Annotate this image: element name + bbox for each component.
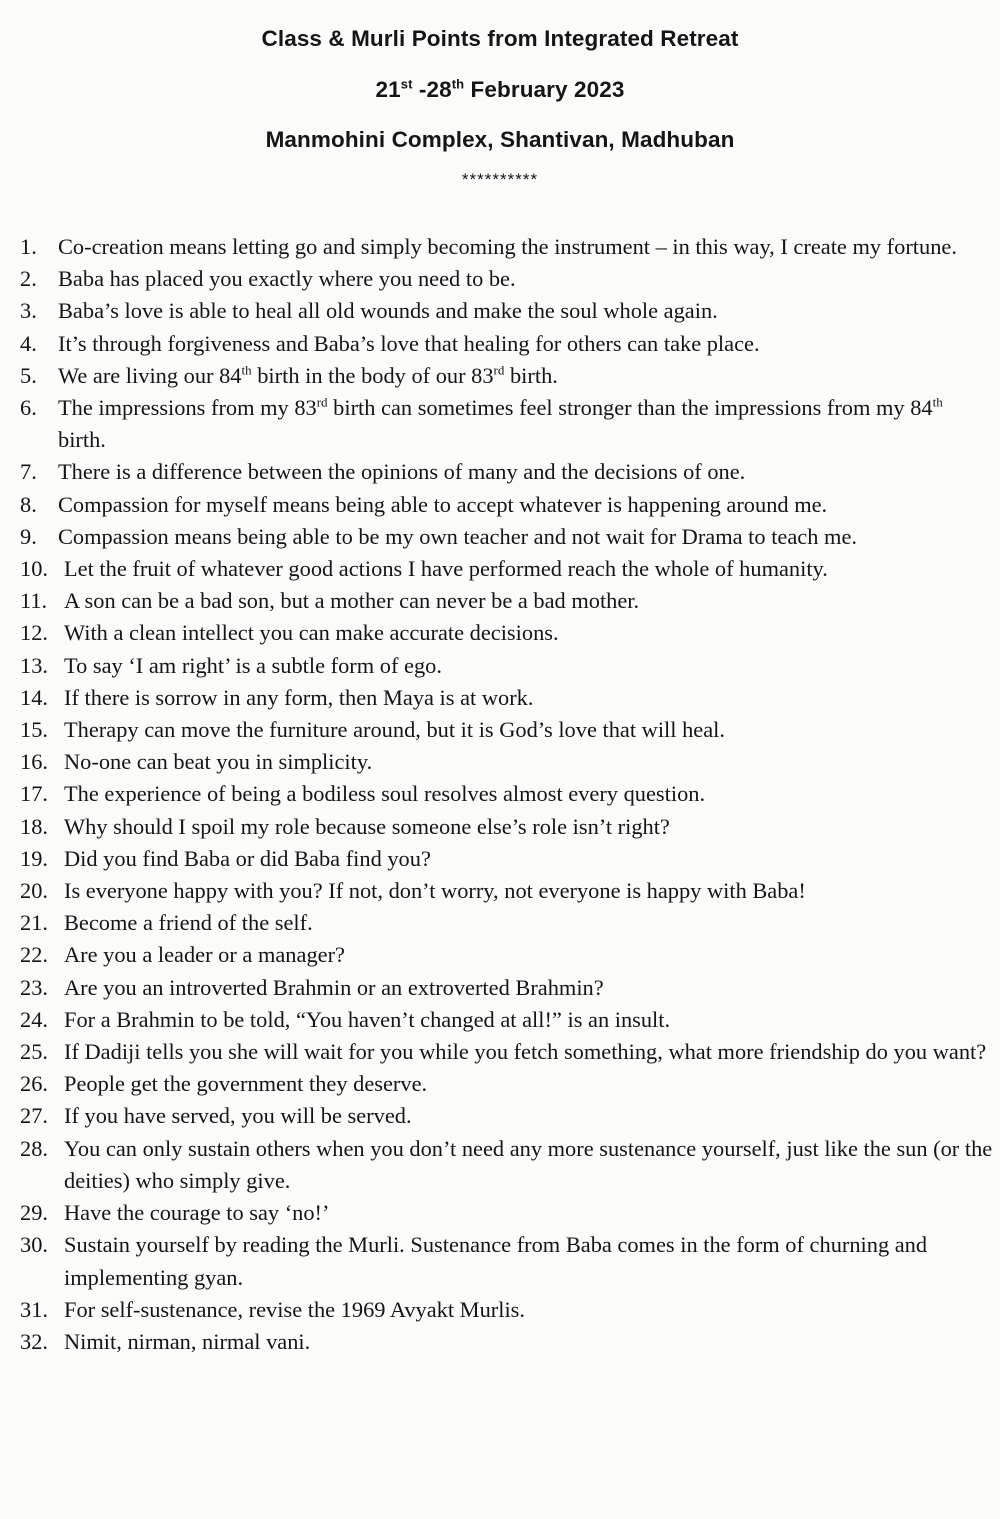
- item-text: Are you an introverted Brahmin or an extroverted Brahmin?: [64, 974, 604, 1000]
- text-part: birth.: [504, 362, 558, 388]
- item-text: For self-sustenance, revise the 1969 Avyakt Murlis.: [64, 1296, 525, 1322]
- item-number: 9.: [20, 523, 37, 549]
- item-text: Become a friend of the self.: [64, 910, 313, 936]
- item-text: Did you find Baba or did Baba find you?: [64, 845, 431, 871]
- dates-start: 21: [375, 76, 401, 102]
- item-number: 25.: [20, 1039, 48, 1065]
- text-part: birth.: [58, 427, 106, 453]
- list-item: [20, 231, 995, 263]
- dates-mid: -28: [412, 76, 452, 102]
- item-number: 30.: [20, 1232, 48, 1258]
- item-text: Are you a leader or a manager?: [64, 942, 345, 968]
- item-text: With a clean intellect you can make accurate decisions.: [64, 620, 559, 646]
- item-number: 13.: [20, 652, 48, 678]
- item-number: 12.: [20, 620, 48, 646]
- list-item: [20, 1197, 995, 1229]
- list-item: [20, 939, 995, 971]
- item-text: For a Brahmin to be told, “You haven’t changed at all!” is an insult.: [64, 1006, 671, 1032]
- list-item: [20, 1036, 995, 1068]
- item-number: 6.: [20, 395, 37, 421]
- item-text: [58, 392, 995, 456]
- list-item: [20, 1100, 995, 1132]
- list-item: [20, 553, 995, 585]
- item-number: 22.: [20, 942, 48, 968]
- list-item: [20, 714, 995, 746]
- list-item: [20, 875, 995, 907]
- item-number: 24.: [20, 1006, 48, 1032]
- retreat-location: Manmohini Complex, Shantivan, Madhuban: [265, 127, 735, 152]
- ordinal-suffix: th: [241, 362, 252, 378]
- list-item: [20, 392, 995, 456]
- item-number: 3.: [20, 298, 37, 324]
- item-text: A son can be a bad son, but a mother can never be a bad mother.: [64, 588, 640, 614]
- item-text: Is everyone happy with you? If not, don’t worry, not everyone is happy with Baba!: [64, 878, 806, 904]
- item-number: 18.: [20, 813, 48, 839]
- item-number: 11.: [20, 588, 48, 614]
- item-text: If Dadiji tells you she will wait for you while you fetch something, what more friendship do you want?: [64, 1039, 987, 1065]
- item-number: 28.: [20, 1135, 48, 1161]
- list-item: [20, 682, 995, 714]
- item-number: 31.: [20, 1296, 48, 1322]
- item-text: Compassion for myself means being able to accept whatever is happening around me.: [58, 491, 828, 517]
- document-header: [0, 0, 1000, 190]
- item-text: Why should I spoil my role because someone else’s role isn’t right?: [64, 813, 670, 839]
- list-item: [20, 778, 995, 810]
- item-text: People get the government they deserve.: [64, 1071, 428, 1097]
- list-item: [20, 1004, 995, 1036]
- item-text: No-one can beat you in simplicity.: [64, 749, 373, 775]
- list-item: [20, 456, 995, 488]
- document-title: Class & Murli Points from Integrated Retreat: [261, 26, 739, 51]
- separator-stars: **********: [461, 169, 539, 189]
- item-text: [58, 360, 995, 392]
- item-number: 17.: [20, 781, 48, 807]
- item-number: 29.: [20, 1200, 48, 1226]
- item-number: 20.: [20, 878, 48, 904]
- list-item: [20, 521, 995, 553]
- list-item: [20, 585, 995, 617]
- item-text: It’s through forgiveness and Baba’s love that healing for others can take place.: [58, 330, 760, 356]
- list-item: [20, 617, 995, 649]
- item-text: Therapy can move the furniture around, but it is God’s love that will heal.: [64, 717, 725, 743]
- list-item: [20, 1326, 995, 1358]
- item-text: To say ‘I am right’ is a subtle form of ego.: [64, 652, 442, 678]
- list-item: [20, 360, 995, 392]
- item-number: 27.: [20, 1103, 48, 1129]
- list-item: [20, 489, 995, 521]
- ordinal-suffix: th: [932, 394, 943, 410]
- item-text: There is a difference between the opinions of many and the decisions of one.: [58, 459, 746, 485]
- retreat-dates: [0, 76, 1000, 102]
- item-number: 26.: [20, 1071, 48, 1097]
- text-part: birth can sometimes feel stronger than the impressions from my 84: [327, 395, 933, 421]
- dates-start-suffix: st: [400, 76, 413, 91]
- item-number: 15.: [20, 717, 48, 743]
- list-item: [20, 650, 995, 682]
- dates-mid-suffix: th: [451, 76, 465, 91]
- item-text: Nimit, nirman, nirmal vani.: [64, 1328, 311, 1354]
- list-item: [20, 1229, 995, 1293]
- ordinal-suffix: rd: [493, 362, 505, 378]
- list-item: [20, 1294, 995, 1326]
- list-item: [20, 1068, 995, 1100]
- ordinal-suffix: rd: [316, 394, 328, 410]
- item-text: Have the courage to say ‘no!’: [64, 1200, 330, 1226]
- list-item: [20, 746, 995, 778]
- list-item: [20, 843, 995, 875]
- text-part: birth in the body of our 83: [251, 362, 494, 388]
- list-item: [20, 328, 995, 360]
- item-text: If you have served, you will be served.: [64, 1103, 412, 1129]
- item-number: 4.: [20, 330, 37, 356]
- item-text: You can only sustain others when you don’t need any more sustenance yourself, just like the sun (or the deities) who simply give.: [64, 1135, 993, 1193]
- item-text: Sustain yourself by reading the Murli. Sustenance from Baba comes in the form of churning and implementing gyan.: [64, 1232, 928, 1290]
- item-number: 19.: [20, 845, 48, 871]
- item-number: 23.: [20, 974, 48, 1000]
- item-text: The experience of being a bodiless soul resolves almost every question.: [64, 781, 706, 807]
- item-number: 2.: [20, 266, 37, 292]
- list-item: [20, 1133, 995, 1197]
- list-item: [20, 811, 995, 843]
- item-number: 32.: [20, 1328, 48, 1354]
- points-list: [20, 231, 995, 1358]
- item-number: 21.: [20, 910, 48, 936]
- item-text: If there is sorrow in any form, then Maya is at work.: [64, 684, 534, 710]
- list-item: [20, 263, 995, 295]
- item-text: Baba’s love is able to heal all old wounds and make the soul whole again.: [58, 298, 718, 324]
- text-part: The impressions from my 83: [58, 395, 317, 421]
- item-number: 10.: [20, 556, 48, 582]
- dates-end: February 2023: [464, 76, 625, 102]
- item-number: 7.: [20, 459, 37, 485]
- list-item: [20, 295, 995, 327]
- item-text: Baba has placed you exactly where you need to be.: [58, 266, 516, 292]
- list-item: [20, 972, 995, 1004]
- item-number: 14.: [20, 684, 48, 710]
- item-text: Let the fruit of whatever good actions I have performed reach the whole of humanity.: [64, 556, 828, 582]
- item-text: Co-creation means letting go and simply becoming the instrument – in this way, I create my fortune.: [58, 234, 957, 259]
- item-number: 5.: [20, 362, 37, 388]
- item-number: 16.: [20, 749, 48, 775]
- item-number: 1.: [20, 234, 37, 259]
- text-part: We are living our 84: [58, 362, 242, 388]
- item-text: Compassion means being able to be my own teacher and not wait for Drama to teach me.: [58, 523, 857, 549]
- list-item: [20, 907, 995, 939]
- item-number: 8.: [20, 491, 37, 517]
